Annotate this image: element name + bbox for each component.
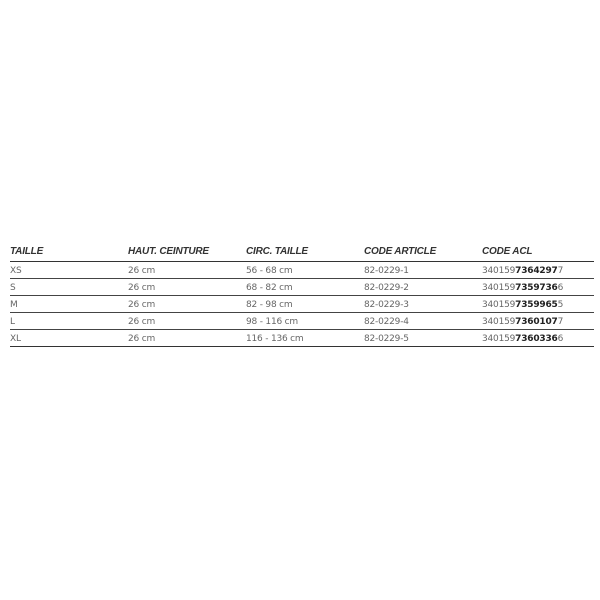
acl-prefix: 340159 [482,265,516,276]
cell-acl [482,330,594,347]
cell-article: 82-0229-3 [364,296,482,313]
cell-hauteur: 26 cm [128,313,246,330]
acl-suffix: 6 [557,333,564,344]
acl-bold: 7364297 [515,265,558,276]
cell-article: 82-0229-2 [364,279,482,296]
cell-circ: 56 - 68 cm [246,262,364,279]
cell-taille: XS [10,262,128,279]
cell-hauteur: 26 cm [128,262,246,279]
table-row [10,313,594,330]
acl-bold: 7360336 [515,333,558,344]
cell-circ: 116 - 136 cm [246,330,364,347]
acl-bold: 7359965 [515,299,558,310]
cell-acl [482,296,594,313]
acl-suffix: 5 [557,299,564,310]
table-row [10,279,594,296]
acl-suffix: 7 [557,316,564,327]
acl-prefix: 340159 [482,282,516,293]
acl-prefix: 340159 [482,333,516,344]
header-circ-taille: CIRC. TAILLE [246,244,364,262]
cell-circ: 98 - 116 cm [246,313,364,330]
cell-taille: S [10,279,128,296]
cell-acl [482,262,594,279]
cell-article: 82-0229-4 [364,313,482,330]
table-header-row [10,244,594,262]
table-row [10,330,594,347]
acl-suffix: 7 [557,265,564,276]
cell-taille: M [10,296,128,313]
cell-hauteur: 26 cm [128,330,246,347]
table-row [10,262,594,279]
cell-article: 82-0229-5 [364,330,482,347]
acl-suffix: 6 [557,282,564,293]
header-code-acl: CODE ACL [482,244,594,262]
header-haut-ceinture: HAUT. CEINTURE [128,244,246,262]
cell-taille: XL [10,330,128,347]
cell-article: 82-0229-1 [364,262,482,279]
cell-acl [482,279,594,296]
cell-hauteur: 26 cm [128,279,246,296]
cell-circ: 68 - 82 cm [246,279,364,296]
acl-bold: 7360107 [515,316,558,327]
table-row [10,296,594,313]
cell-circ: 82 - 98 cm [246,296,364,313]
acl-bold: 7359736 [515,282,558,293]
cell-hauteur: 26 cm [128,296,246,313]
cell-acl [482,313,594,330]
header-code-article: CODE ARTICLE [364,244,482,262]
cell-taille: L [10,313,128,330]
acl-prefix: 340159 [482,316,516,327]
acl-prefix: 340159 [482,299,516,310]
size-table [10,244,594,347]
header-taille: TAILLE [10,244,128,262]
